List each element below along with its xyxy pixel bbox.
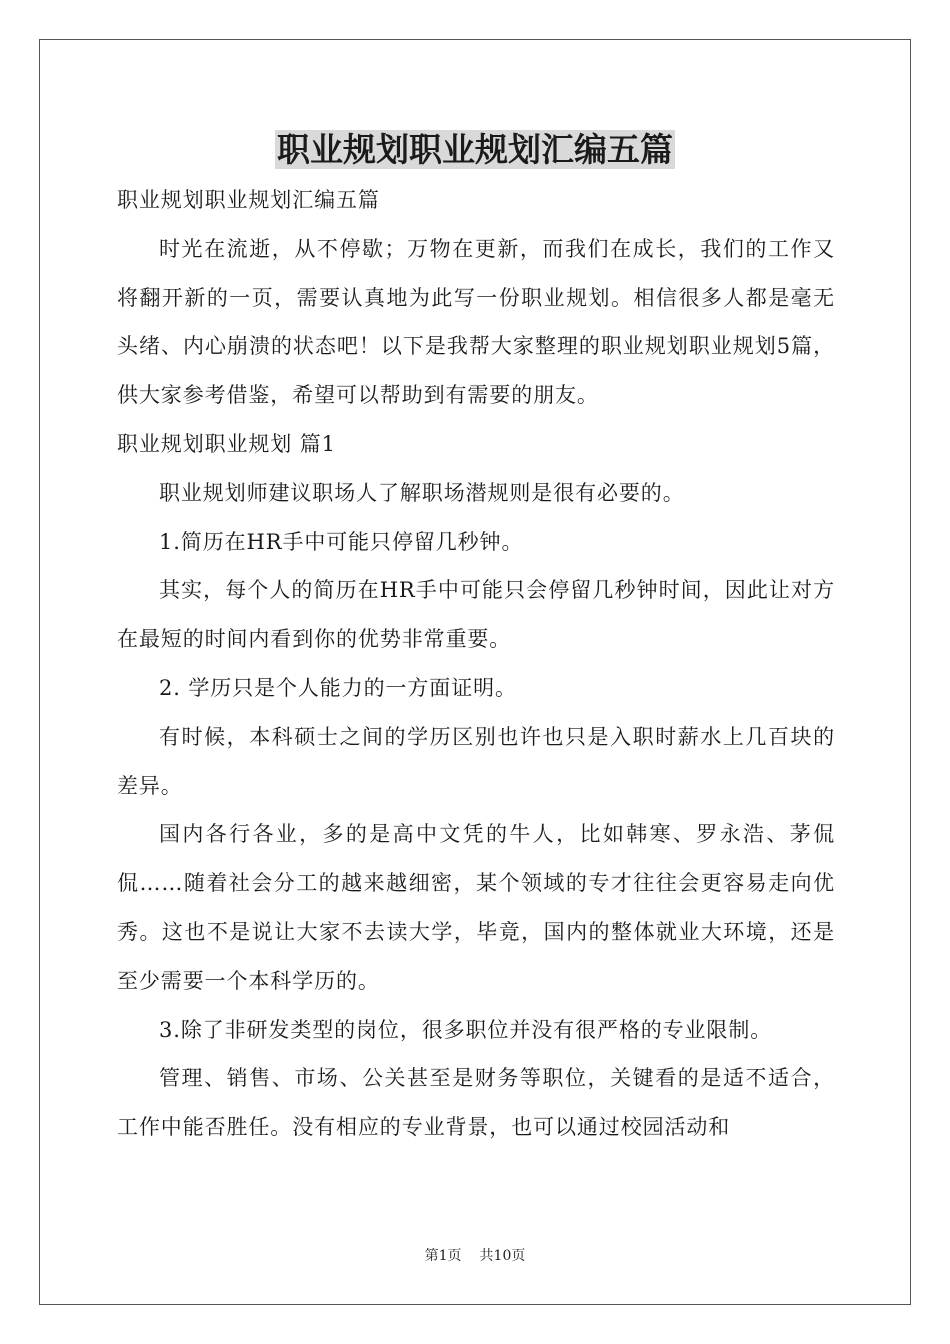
page-footer: [0, 1246, 950, 1266]
paragraph: 职业规划职业规划汇编五篇: [117, 188, 380, 212]
document-body: [117, 176, 835, 1152]
paragraph: 管理、销售、市场、公关甚至是财务等职位，关键看的是适不适合，工作中能否胜任。没有相应的专业背景，也可以通过校园活动和: [117, 1066, 835, 1140]
document-title-text: 职业规划职业规划汇编五篇: [277, 130, 673, 169]
page-total: 共10页: [479, 1248, 526, 1264]
paragraph: 有时候，本科硕士之间的学历区别也许也只是入职时薪水上几百块的差异。: [117, 724, 835, 798]
paragraph: 2. 学历只是个人能力的一方面证明。: [159, 675, 517, 700]
paragraph: 其实，每个人的简历在HR手中可能只会停留几秒钟时间，因此让对方在最短的时间内看到你的优势非常重要。: [117, 578, 835, 652]
paragraph: 时光在流逝，从不停歇；万物在更新，而我们在成长，我们的工作又将翻开新的一页，需要认真地为此写一份职业规划。相信很多人都是毫无头绪、内心崩溃的状态吧！以下是我帮大家整理的职业规划职业规划5篇，供大家参考借鉴，希望可以帮助到有需要的朋友。: [117, 236, 835, 408]
paragraph: 职业规划师建议职场人了解职场潜规则是很有必要的。: [159, 480, 685, 505]
paragraph: 国内各行各业，多的是高中文凭的牛人，比如韩寒、罗永浩、茅侃侃……随着社会分工的越来越细密，某个领域的专才往往会更容易走向优秀。这也不是说让大家不去读大学，毕竟，国内的整体就业大环境，还是至少需要一个本科学历的。: [117, 822, 835, 993]
page-number: 第1页: [424, 1248, 462, 1264]
paragraph: 3.除了非研发类型的岗位，很多职位并没有很严格的专业限制。: [159, 1017, 773, 1042]
paragraph: 1.简历在HR手中可能只停留几秒钟。: [159, 529, 524, 554]
section-heading: 职业规划职业规划 篇1: [117, 431, 336, 456]
document-title: [0, 126, 950, 174]
